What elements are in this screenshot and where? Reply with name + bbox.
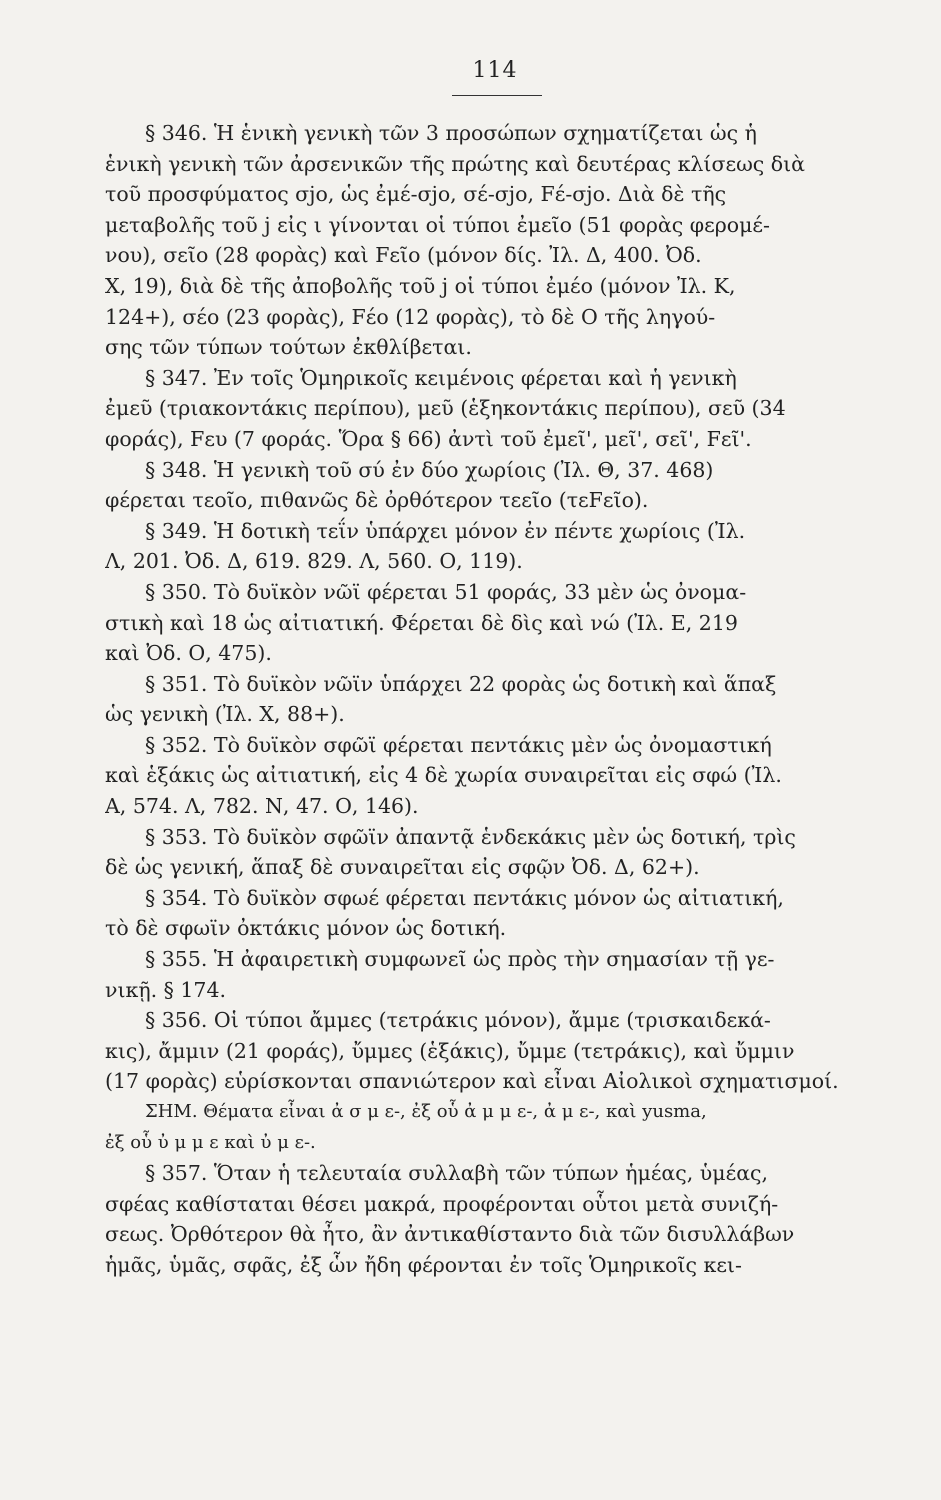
paragraph-350 [105,577,855,669]
paragraph-349 [105,516,855,577]
text-line: § 352. Τὸ δυϊκὸν σφῶϊ φέρεται πεντάκις μὲν ὡς ὀνομαστική [145,732,772,757]
text-line: τὸ δὲ σφωϊν ὀκτάκις μόνον ὡς δοτική. [105,916,507,941]
text-line: καὶ ἑξάκις ὡς αἰτιατική, εἰς 4 δὲ χωρία συναιρεῖται εἰς σφώ (Ἰλ. [105,763,782,788]
text-line: ἡμᾶς, ὑμᾶς, σφᾶς, ἐξ ὧν ἤδη φέρονται ἐν τοῖς Ὁμηρικοῖς κει- [105,1252,742,1277]
text-line: § 348. Ἡ γενικὴ τοῦ σύ ἐν δύο χωρίοις (Ἰλ. Θ, 37. 468) [145,457,714,482]
text-line: νικῇ. § 174. [105,977,227,1002]
text-line: Α, 574. Λ, 782. Ν, 47. Ο, 146). [105,794,419,819]
paragraph-352 [105,730,855,822]
text-line: στικὴ καὶ 18 ὡς αἰτιατική. Φέρεται δὲ δὶς καὶ νώ (Ἰλ. Ε, 219 [105,610,738,635]
text-line: § 349. Ἡ δοτικὴ τεΐν ὑπάρχει μόνον ἐν πέντε χωρίοις (Ἰλ. [145,518,746,543]
text-line: § 355. Ἡ ἀφαιρετικὴ συμφωνεῖ ὡς πρὸς τὴν σημασίαν τῇ γε- [145,947,775,972]
text-line: τοῦ προσφύματος σjο, ὡς ἐμέ-σjο, σέ-σjο, Fέ-σjο. Διὰ δὲ τῆς [105,182,727,207]
paragraph-356 [105,1005,855,1097]
text-line: § 351. Τὸ δυϊκὸν νῶϊν ὑπάρχει 22 φορὰς ὡς δοτικὴ καὶ ἅπαξ [145,671,777,696]
text-line: φέρεται τεοῖο, πιθανῶς δὲ ὀρθότερον τεεῖο (τεFεῖο). [105,488,649,513]
paragraph-354 [105,883,855,944]
header-rule [452,95,542,96]
text-line: ἐξ οὗ ὐ μ μ ε καὶ ὐ μ ε-. [105,1131,316,1153]
text-line: § 346. Ἡ ἑνικὴ γενικὴ τῶν 3 προσώπων σχηματίζεται ὡς ἡ [145,121,757,145]
text-line: § 347. Ἐν τοῖς Ὁμηρικοῖς κειμένοις φέρεται καὶ ἡ γενικὴ [145,365,737,390]
text-line: 124+), σέο (23 φορὰς), Fέο (12 φορὰς), τὸ δὲ Ο τῆς ληγού- [105,304,716,329]
text-line: § 354. Τὸ δυϊκὸν σφωέ φέρεται πεντάκις μόνον ὡς αἰτιατική, [145,885,784,910]
page-number: 114 [472,58,518,83]
text-line: § 353. Τὸ δυϊκὸν σφῶϊν ἀπαντᾷ ἑνδεκάκις μὲν ὡς δοτική, τρὶς [145,824,796,849]
paragraph-357 [105,1158,855,1280]
text-line: μεταβολῆς τοῦ j εἰς ι γίνονται οἱ τύποι ἐμεῖο (51 φορὰς φερομέ- [105,212,770,237]
text-line: δὲ ὡς γενική, ἅπαξ δὲ συναιρεῖται εἰς σφῷν Ὀδ. Δ, 62+). [105,855,700,880]
text-line: § 350. Τὸ δυϊκὸν νῶϊ φέρεται 51 φοράς, 33 μὲν ὡς ὀνομα- [145,579,747,604]
text-line: σεως. Ὀρθότερον θὰ ἦτο, ἂν ἀντικαθίσταντο διὰ τῶν δισυλλάβων [105,1222,795,1247]
text-line: καὶ Ὀδ. Ο, 475). [105,641,272,666]
text-line: κις), ἄμμιν (21 φοράς), ὔμμες (ἑξάκις), ὔμμε (τετράκις), καὶ ὔμμιν [105,1038,795,1063]
text-line: νου), σεῖο (28 φορὰς) καὶ Fεῖο (μόνον δίς. Ἰλ. Δ, 400. Ὀδ. [105,243,702,268]
paragraph-351 [105,669,855,730]
text-line: § 356. Οἱ τύποι ἄμμες (τετράκις μόνον), ἄμμε (τρισκαιδεκά- [145,1008,771,1033]
text-line: φοράς), Fευ (7 φοράς. Ὅρα § 66) ἀντὶ τοῦ ἐμεῖ', μεῖ', σεῖ', Fεῖ'. [105,426,752,451]
body-text [105,118,855,1281]
text-line: Χ, 19), διὰ δὲ τῆς ἀποβολῆς τοῦ j οἱ τύποι ἐμέο (μόνον Ἰλ. Κ, [105,273,736,298]
paragraph-353 [105,822,855,883]
text-line: ὡς γενικὴ (Ἰλ. Χ, 88+). [105,702,345,727]
paragraph-355 [105,944,855,1005]
text-line: § 357. Ὅταν ἡ τελευταία συλλαβὴ τῶν τύπων ἡμέας, ὑμέας, [145,1161,769,1186]
text-line: ἑνικὴ γενικὴ τῶν ἀρσενικῶν τῆς πρώτης καὶ δευτέρας κλίσεως διὰ [105,151,806,176]
text-line: ΣΗΜ. Θέματα εἶναι ἀ σ μ ε-, ἐξ οὗ ἀ μ μ ε-, ἀ μ ε-, καὶ yusma, [145,1101,707,1122]
text-line: σφέας καθίσταται θέσει μακρά, προφέρονται οὗτοι μετὰ συνιζή- [105,1191,779,1216]
paragraph-346 [105,118,855,363]
paragraph-347 [105,363,855,455]
text-line: (17 φορὰς) εὑρίσκονται σπανιώτερον καὶ εἶναι Αἰολικοὶ σχηματισμοί. [105,1069,839,1094]
paragraph-348 [105,455,855,516]
note-paragraph [105,1097,855,1158]
text-line: ἐμεῦ (τριακοντάκις περίπου), μεῦ (ἑξηκοντάκις περίπου), σεῦ (34 [105,396,786,421]
text-line: σης τῶν τύπων τούτων ἐκθλίβεται. [105,335,472,360]
text-line: Λ, 201. Ὀδ. Δ, 619. 829. Λ, 560. Ο, 119). [105,549,523,574]
